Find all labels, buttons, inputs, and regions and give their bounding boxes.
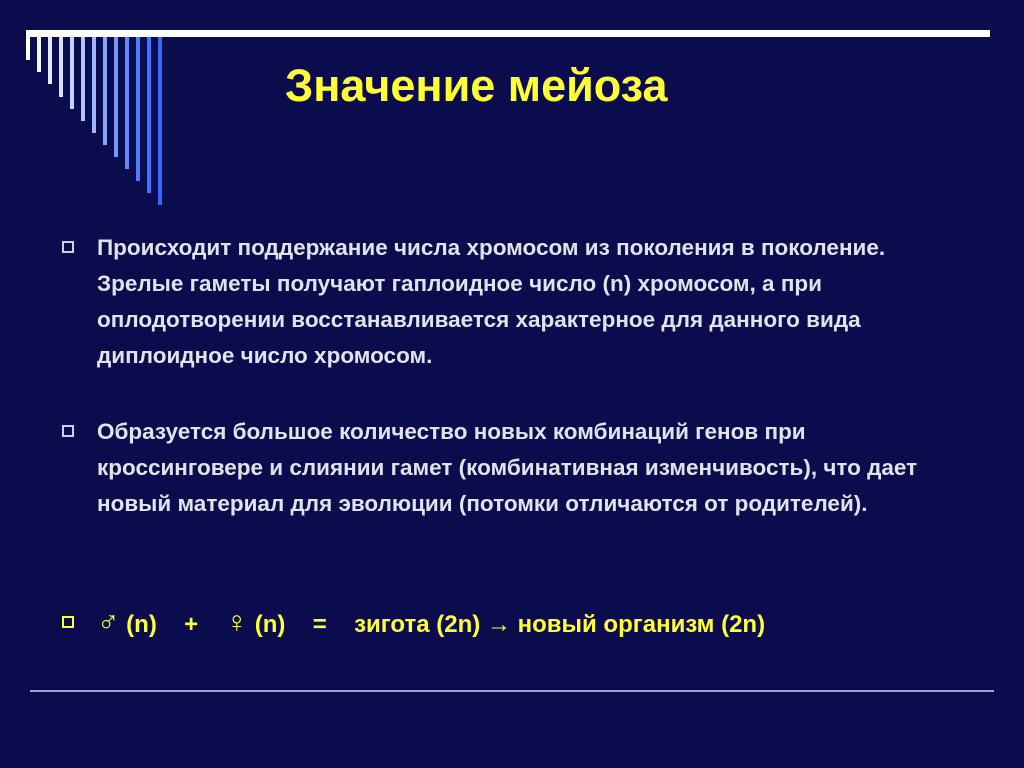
arrow-right-icon: → bbox=[486, 611, 511, 638]
bullet-text-1: Происходит поддержание числа хромосом из поколения в поколение. Зрелые гаметы получают гаплоидное число (n) хромосом, а при оплодотворении восстанавливается характерное для данного вида диплоидное число хромосом. bbox=[97, 235, 886, 368]
male-n: (n) bbox=[126, 611, 157, 638]
male-symbol-icon: ♂ bbox=[97, 606, 120, 639]
bullet-item-formula bbox=[62, 606, 962, 646]
new-organism-text: новый организм (2n) bbox=[517, 611, 766, 638]
female-n: (n) bbox=[254, 611, 286, 638]
square-bullet-icon bbox=[62, 425, 74, 437]
bottom-rule bbox=[30, 690, 994, 692]
square-bullet-icon bbox=[62, 241, 74, 253]
square-bullet-icon bbox=[62, 616, 74, 628]
zygote-text: зигота (2n) bbox=[354, 611, 481, 638]
fertilization-formula bbox=[97, 606, 765, 642]
decorative-stripes bbox=[26, 37, 176, 212]
plus-sign: + bbox=[184, 611, 199, 638]
slide-title: Значение мейоза bbox=[285, 60, 668, 111]
equals-sign: = bbox=[312, 611, 327, 638]
bullet-item-2 bbox=[62, 414, 962, 554]
bullet-item-1 bbox=[62, 230, 962, 370]
female-symbol-icon: ♀ bbox=[225, 606, 249, 639]
top-rule bbox=[26, 30, 990, 37]
bullet-text-2: Образуется большое количество новых комбинаций генов при кроссинговере и слиянии гамет (комбинативная изменчивость), что дает новый материал для эволюции (потомки отличаются от родителей). bbox=[97, 419, 918, 516]
